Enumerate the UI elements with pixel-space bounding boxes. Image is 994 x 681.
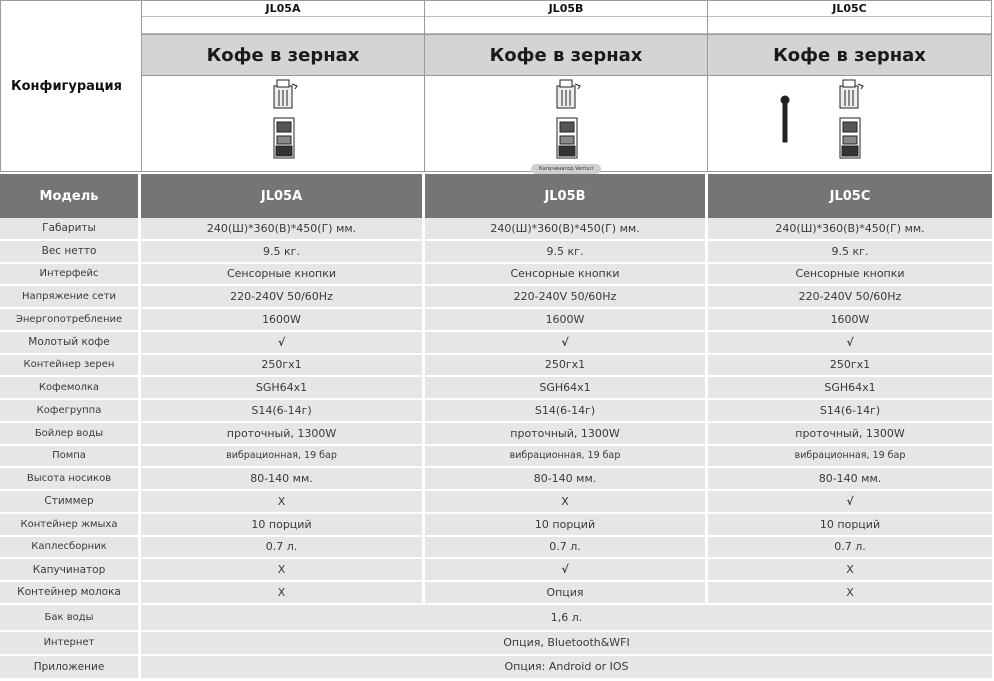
spec-cell: 9.5 кг. [141, 241, 425, 264]
machine-drawing [274, 80, 297, 158]
spec-cell: Сенсорные кнопки [425, 264, 708, 287]
spec-row-label: Кофемолка [0, 377, 141, 400]
config-drawing-area [142, 76, 424, 176]
spec-row-label: Габариты [0, 218, 141, 241]
spec-row [0, 264, 992, 287]
spec-row-label: Бойлер воды [0, 423, 141, 446]
spec-cell: √ [708, 491, 992, 514]
spec-cell: 250гх1 [141, 355, 425, 378]
spec-row [0, 559, 992, 582]
spec-cell: вибрационная, 19 бар [425, 446, 708, 469]
spec-cell: 220-240V 50/60Hz [708, 286, 992, 309]
spec-cell: проточный, 1300W [425, 423, 708, 446]
config-column-3 [708, 1, 991, 171]
coffee-machine-icon [142, 76, 425, 176]
spec-cell: 9.5 кг. [708, 241, 992, 264]
spec-cell: 1600W [708, 309, 992, 332]
configuration-block [0, 0, 992, 172]
spec-row [0, 332, 992, 355]
coffee-machine-icon [708, 76, 991, 176]
spec-row-merged [0, 605, 992, 632]
spec-cell: 9.5 кг. [425, 241, 708, 264]
spec-cell: X [708, 582, 992, 605]
spec-row [0, 468, 992, 491]
spec-cell: 0.7 л. [708, 537, 992, 560]
spec-row [0, 537, 992, 560]
spec-cell: √ [141, 332, 425, 355]
spec-cell: 240(Ш)*360(В)*450(Г) мм. [141, 218, 425, 241]
config-band-label: Кофе в зернах [142, 34, 424, 76]
spec-cell: X [425, 491, 708, 514]
spec-row-label: Кофегруппа [0, 400, 141, 423]
spec-cell: SGH64x1 [425, 377, 708, 400]
spec-table [0, 174, 992, 680]
spec-cell: 80-140 мм. [141, 468, 425, 491]
spec-cell: S14(6-14г) [141, 400, 425, 423]
spec-cell: Сенсорные кнопки [141, 264, 425, 287]
spec-row [0, 423, 992, 446]
spec-cell: проточный, 1300W [708, 423, 992, 446]
spec-row-label: Стиммер [0, 491, 141, 514]
spec-cell: √ [708, 332, 992, 355]
machine-drawing [840, 80, 863, 158]
header-model-b: JL05B [425, 174, 708, 218]
spec-row-merged [0, 656, 992, 680]
config-model-name: JL05B [548, 2, 584, 15]
spec-cell: вибрационная, 19 бар [141, 446, 425, 469]
spec-cell: √ [425, 332, 708, 355]
spec-row-label: Вес нетто [0, 241, 141, 264]
spec-row-label: Капучинатор [0, 559, 141, 582]
spec-cell: 10 порций [425, 514, 708, 537]
coffee-machine-icon [425, 76, 708, 176]
spec-merged-cell: 1,6 л. [141, 605, 992, 632]
spec-cell: Опция [425, 582, 708, 605]
spec-cell: 250гх1 [425, 355, 708, 378]
steam-wand-icon [781, 96, 789, 142]
config-band-label: Кофе в зернах [425, 34, 707, 76]
config-column-2 [425, 1, 708, 171]
machine-drawing [557, 80, 580, 158]
config-drawing-area [425, 76, 707, 176]
spec-row [0, 514, 992, 537]
spec-row-label: Контейнер жмыха [0, 514, 141, 537]
spec-cell: X [141, 491, 425, 514]
spec-cell: S14(6-14г) [425, 400, 708, 423]
spec-row [0, 491, 992, 514]
spec-cell: 10 порций [141, 514, 425, 537]
spec-row [0, 446, 992, 469]
spec-row [0, 400, 992, 423]
spec-row-label: Напряжение сети [0, 286, 141, 309]
config-column-1 [142, 1, 425, 171]
config-drawing-area [708, 76, 991, 176]
spec-row [0, 309, 992, 332]
spec-row [0, 377, 992, 400]
spec-cell: 0.7 л. [141, 537, 425, 560]
spec-row-label: Энергопотребление [0, 309, 141, 332]
spec-row [0, 286, 992, 309]
spec-cell: 220-240V 50/60Hz [425, 286, 708, 309]
spec-row-merged [0, 632, 992, 656]
spec-row-label: Приложение [0, 656, 141, 680]
config-divider-lines [142, 16, 424, 34]
spec-cell: 0.7 л. [425, 537, 708, 560]
config-model-name: JL05C [832, 2, 867, 15]
spec-cell: X [141, 559, 425, 582]
header-row [0, 174, 992, 218]
spec-cell: 80-140 мм. [708, 468, 992, 491]
spec-row-label: Контейнер зерен [0, 355, 141, 378]
spec-row-label: Молотый кофе [0, 332, 141, 355]
spec-row [0, 241, 992, 264]
spec-cell: X [708, 559, 992, 582]
spec-cell: 240(Ш)*360(В)*450(Г) мм. [708, 218, 992, 241]
config-model-name: JL05A [265, 2, 301, 15]
spec-row [0, 355, 992, 378]
spec-cell: X [141, 582, 425, 605]
spec-merged-cell: Опция: Android or IOS [141, 656, 992, 680]
spec-cell: 220-240V 50/60Hz [141, 286, 425, 309]
spec-cell: Сенсорные кнопки [708, 264, 992, 287]
spec-cell: 80-140 мм. [425, 468, 708, 491]
header-model-c: JL05C [708, 174, 992, 218]
spec-row [0, 218, 992, 241]
spec-cell: 240(Ш)*360(В)*450(Г) мм. [425, 218, 708, 241]
spec-cell: вибрационная, 19 бар [708, 446, 992, 469]
spec-row-label: Каплесборник [0, 537, 141, 560]
cappuccinatore-badge: Капучинатор Venturi [531, 164, 601, 174]
spec-cell: 1600W [425, 309, 708, 332]
spec-row-label: Помпа [0, 446, 141, 469]
spec-cell: √ [425, 559, 708, 582]
spec-cell: SGH64x1 [141, 377, 425, 400]
spec-cell: 250гх1 [708, 355, 992, 378]
spec-cell: SGH64x1 [708, 377, 992, 400]
config-divider-lines [425, 16, 707, 34]
spec-cell: проточный, 1300W [141, 423, 425, 446]
spec-cell: 10 порций [708, 514, 992, 537]
spec-row-label: Высота носиков [0, 468, 141, 491]
config-band-label: Кофе в зернах [708, 34, 991, 76]
configuration-label: Конфигурация [1, 1, 142, 171]
spec-cell: 1600W [141, 309, 425, 332]
spec-row-label: Интернет [0, 632, 141, 656]
spec-cell: S14(6-14г) [708, 400, 992, 423]
spec-row-label: Интерфейс [0, 264, 141, 287]
header-model-a: JL05A [141, 174, 425, 218]
spec-row-label: Контейнер молока [0, 582, 141, 605]
spec-merged-cell: Опция, Bluetooth&WFI [141, 632, 992, 656]
spec-row-label: Бак воды [0, 605, 141, 632]
config-divider-lines [708, 16, 991, 34]
header-model-label: Модель [0, 174, 141, 218]
spec-row [0, 582, 992, 605]
